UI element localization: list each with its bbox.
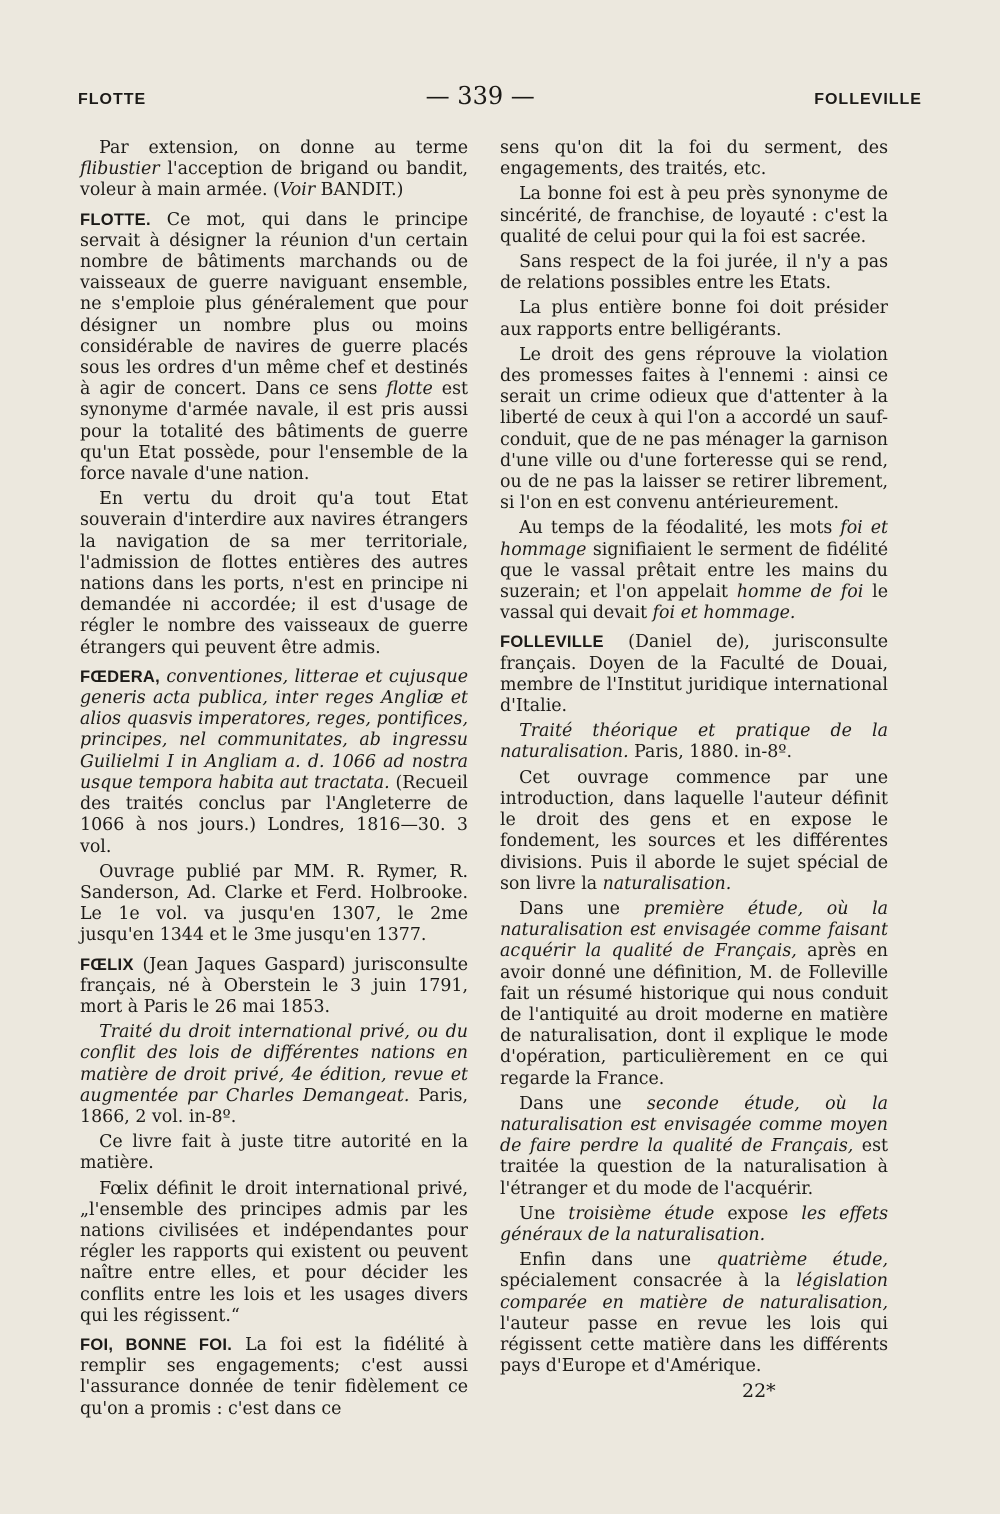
italic-text: législation comparée en matière de naturalisation,	[500, 1271, 888, 1313]
text-run: (Jean Jaques Gaspard) jurisconsulte français, né à Oberstein le 3 juin 1791, mort à Paris le 26 mai 1853.	[80, 954, 468, 1017]
text-run: Fœlix définit le droit international privé, „l'ensemble des principes admis par les nations civilisées et indépendantes pour régler les rapports qui existent ou peuvent naître entre elles, et pour décider les conflits entre les lois et les usages divers qui les régissent.“	[80, 1178, 468, 1326]
text-run: La foi est la fidélité à remplir ses engagements; c'est aussi l'assurance donnée de tenir fidèlement ce qu'on a promis : c'est dans ce	[80, 1334, 469, 1419]
paragraph	[500, 138, 888, 180]
paragraph	[500, 768, 888, 895]
italic-text: Traité du droit international privé, ou du conflit des lois de différentes nations en matière de droit privé, 4e édition, revue et augmentée par Charles Demangeat.	[80, 1022, 468, 1106]
page-number: — 339 —	[425, 82, 535, 110]
header-left-word: FLOTTE	[78, 91, 147, 108]
entry-foelix	[80, 955, 468, 1019]
italic-text: flotte	[386, 379, 433, 400]
text-run: Ce livre fait à juste titre autorité en la matière.	[80, 1132, 468, 1174]
text-run: Cet ouvrage commence par une introduction, dans laquelle l'auteur définit le droit des gens et en expose le fondement, les sources et les différentes divisions. Puis il aborde le sujet spécial de son livre la	[500, 767, 888, 894]
text-run: Enfin dans une	[519, 1250, 717, 1271]
italic-text: homme de foi	[736, 582, 864, 603]
left-column	[80, 138, 468, 1424]
paragraph	[500, 518, 888, 624]
text-run: (Daniel de), jurisconsulte français. Doyen de la Faculté de Douai, membre de l'Institut juridique international d'Italie.	[500, 632, 888, 717]
book-citation	[80, 1022, 468, 1128]
italic-text: troisième étude	[568, 1203, 715, 1224]
text-run: Ouvrage publié par MM. R. Rymer, R. Sanderson, Ad. Clarke et Ferd. Holbrooke. Le 1e vol. va jusqu'en 1307, le 2me jusqu'en 1344 et le 3me jusqu'en 1377.	[80, 861, 468, 946]
text-run: Une	[519, 1203, 569, 1224]
entry-foi	[80, 1335, 468, 1420]
italic-text: foi et hommage	[500, 518, 889, 560]
italic-text: Voir	[279, 180, 316, 201]
paragraph	[500, 184, 888, 248]
text-run: La plus entière bonne foi doit présider aux rapports entre belligérants.	[500, 298, 888, 340]
paragraph	[80, 1132, 468, 1174]
italic-text: première étude, où la naturalisation est envisagée comme faisant acquérir la qualité de Français,	[500, 898, 888, 962]
headword: FOLLEVILLE	[500, 633, 604, 652]
book-citation	[500, 721, 888, 763]
paragraph	[500, 1204, 888, 1246]
paragraph	[80, 862, 468, 947]
text-run: Par extension, on donne au terme	[99, 138, 468, 158]
paragraph	[500, 899, 888, 1090]
text-run: Dans une	[519, 898, 644, 919]
paragraph	[80, 1179, 468, 1327]
text-run: Sans respect de la foi jurée, il n'y a pas de relations possibles entre les Etats.	[500, 252, 888, 294]
paragraph	[80, 489, 468, 659]
signature-mark: 22*	[742, 1380, 776, 1402]
paragraph	[500, 1250, 888, 1377]
right-column	[500, 138, 888, 1381]
text-run: BANDIT.)	[315, 180, 404, 201]
headword: FŒLIX	[80, 955, 134, 974]
text-run: Dans une	[519, 1093, 647, 1114]
text-run: spécialement consacrée à la	[500, 1271, 797, 1292]
paragraph	[500, 1094, 888, 1200]
text-run: Ce mot, qui dans le principe servait à désigner la réunion d'un certain nombre de bâtiments marchands ou de vaisseaux de guerre naviguant ensemble, ne s'emploie plus généralement que pour désigner un nombre plus ou moins considérable de navires de guerre placés sous les ordres d'un même chef et destinés à agir de concert. Dans ce sens	[80, 209, 468, 400]
text-run: l'auteur passe en revue les lois qui régissent cette matière dans les différents pays d'Europe et d'Amérique.	[500, 1313, 888, 1377]
text-run: Paris, 1866, 2 vol. in-8º.	[80, 1085, 468, 1127]
header-right-word: FOLLEVILLE	[814, 91, 922, 108]
italic-text: conventiones, litterae et cujusque generis acta publica, inter reges Angliæ et alios quasvis imperatores, reges, pontifices, principes, nel communitates, ab ingressu Guilielmi I in Angliam a. d. 1066 ad nostra usque tempora habita aut tractata.	[80, 666, 468, 793]
text-run: le vassal qui devait	[500, 582, 888, 624]
italic-text: quatrième étude,	[716, 1250, 888, 1271]
text-run: Au temps de la féodalité, les mots	[519, 518, 841, 539]
entry-foedera	[80, 667, 468, 858]
paragraph	[500, 298, 888, 340]
italic-text: Traité théorique et pratique de la naturalisation.	[500, 721, 888, 763]
headword: FŒDERA,	[80, 667, 161, 686]
italic-text: les effets généraux de la naturalisation.	[500, 1203, 889, 1245]
headword: FOI, BONNE FOI.	[80, 1335, 233, 1354]
entry-folleville	[500, 632, 888, 717]
running-header	[78, 82, 922, 118]
text-run: l'acception de brigand ou bandit, voleur à main armée. (	[80, 159, 468, 201]
entry-flotte	[80, 210, 468, 486]
text-run: signifiaient le serment de fidélité que le vassal prêtait entre les mains du suzerain; et l'on appelait	[500, 539, 888, 603]
text-run: Le droit des gens réprouve la violation des promesses faites à l'ennemi : ainsi ce serait un crime odieux que d'attenter à la liberté de ceux à qui l'on a accordé un sauf-conduit, que de ne pas ménager la garnison d'une ville ou d'une forteresse qui se rend, ou de ne pas la laisser se retirer librement, si l'on en est convenu antérieurement.	[500, 344, 888, 514]
text-run: expose	[714, 1203, 802, 1224]
paragraph	[80, 138, 468, 202]
text-run: après en avoir donné une définition, M. de Folleville fait un résumé historique qui nous conduit de l'antiquité au droit moderne en matière de naturalisation, dont il explique le mode d'opération, particulièrement en ce qui regarde la France.	[500, 941, 889, 1089]
italic-text: naturalisation.	[602, 873, 732, 894]
text-run: (Recueil des traités conclus par l'Angleterre de 1066 à nos jours.) Londres, 1816—30. 3 vol.	[80, 772, 468, 857]
headword: FLOTTE.	[80, 210, 151, 229]
paragraph	[500, 252, 888, 294]
text-run: est synonyme d'armée navale, il est pris aussi pour la totalité des bâtiments de guerre qu'un Etat possède, pour l'ensemble de la force navale d'une nation.	[80, 379, 468, 485]
paragraph	[500, 345, 888, 515]
italic-text: foi et hommage.	[652, 603, 796, 624]
text-run: Paris, 1880. in-8º.	[628, 742, 793, 763]
text-run: est traitée la question de la naturalisation à l'étranger et du mode de l'acquérir.	[500, 1136, 889, 1199]
text-run: sens qu'on dit la foi du serment, des engagements, des traités, etc.	[500, 138, 888, 180]
italic-text: flibustier	[80, 159, 160, 180]
text-run: En vertu du droit qu'a tout Etat souverain d'interdire aux navires étrangers la navigation de sa mer territoriale, l'admission de flottes entières des autres nations dans les ports, n'est en principe ni demandée ni accordée; il est d'usage de régler le nombre des vaisseaux de guerre étrangers qui peuvent être admis.	[80, 489, 468, 658]
text-run: La bonne foi est à peu près synonyme de sincérité, de franchise, de loyauté : c'est la qualité de celui pour qui la foi est sacrée.	[500, 184, 888, 247]
italic-text: seconde étude, où la naturalisation est envisagée comme moyen de faire perdre la qualité de Français,	[500, 1093, 888, 1157]
